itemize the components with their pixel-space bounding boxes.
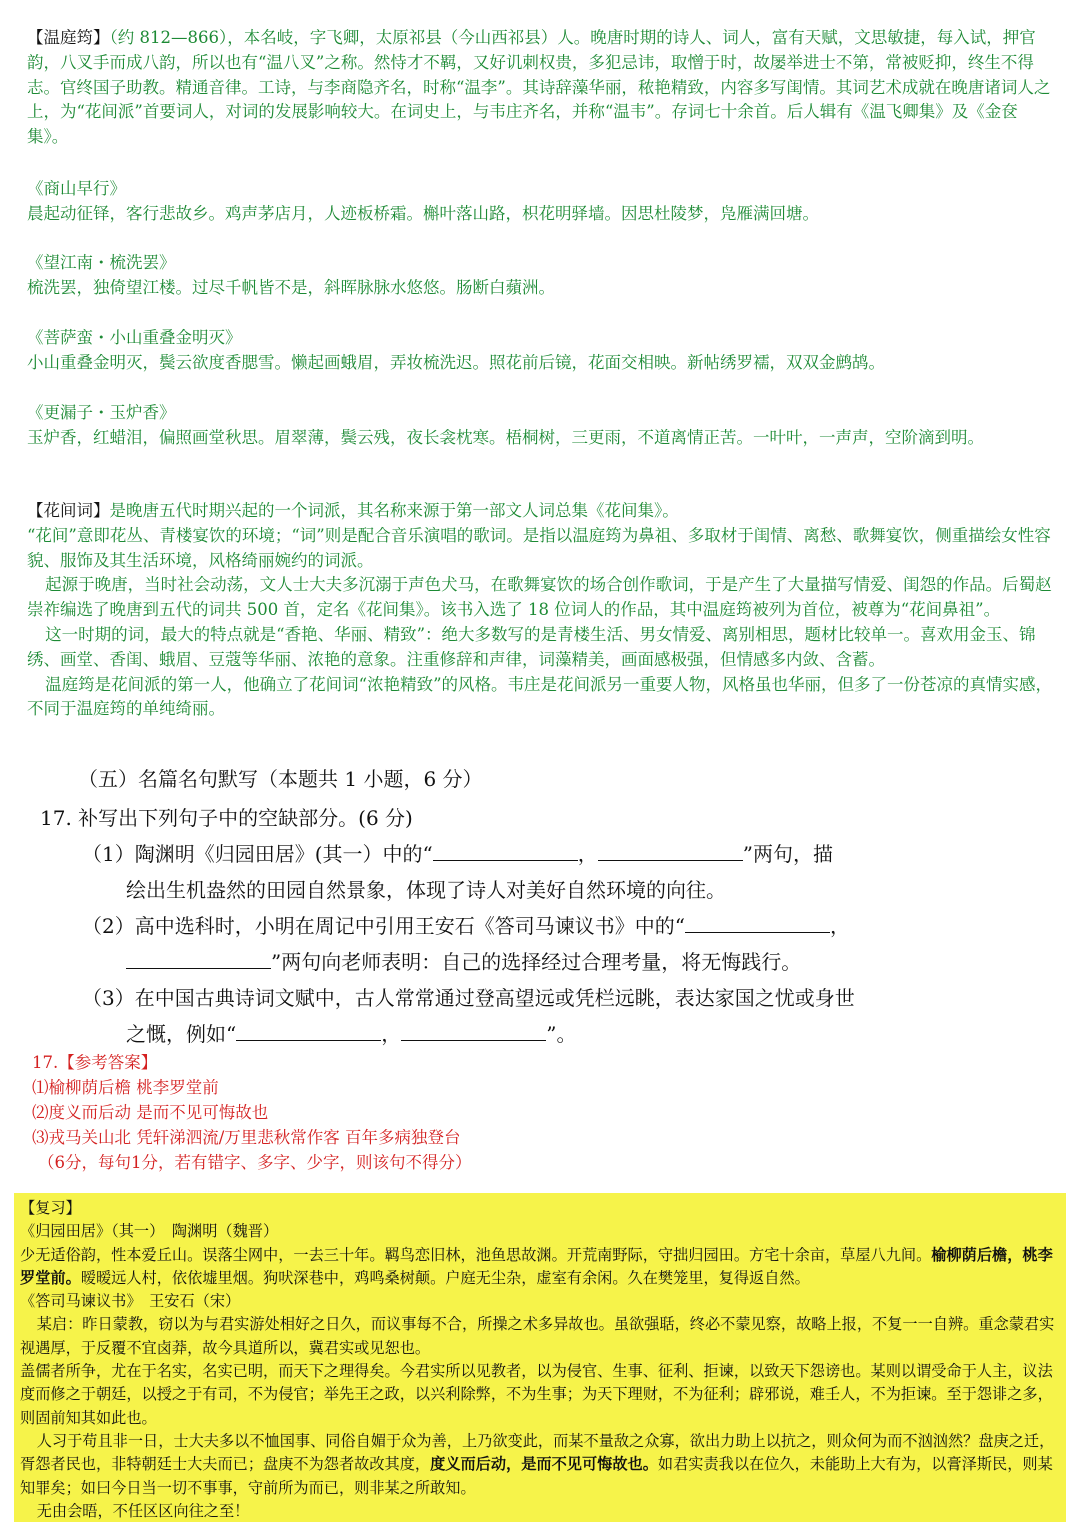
answer-title: 17.【参考答案】 (32, 1053, 158, 1072)
question-stem: 17. 补写出下列句子中的空缺部分。(6 分) (40, 806, 413, 830)
review-paragraph: 某启：昨日蒙教，窃以为与君实游处相好之日久，而议事每不合，所操之术多异故也。虽欲强聒，终必不蒙见察，故略上报，不复一一自辨。重念蒙君实视遇厚，于反覆不宜卤莽，故今具道所以，冀君实或见恕也。 (20, 1315, 1055, 1357)
poem-title: 《更漏子・玉炉香》 (27, 403, 176, 422)
review-closing: 无由会晤，不任区区向往之至！ (36, 1501, 250, 1520)
huajian-paragraph: 温庭筠是花间派的第一人，他确立了花间词“浓艳精致”的风格。韦庄是花间派另一重要人物，风格虽也华丽，但多了一份苍凉的真情实感，不同于温庭筠的单纯绮丽。 (27, 674, 1053, 719)
huajian-paragraph: 起源于晚唐，当时社会动荡，文人士大夫多沉溺于声色犬马，在歌舞宴饮的场合创作歌词，于是产生了大量描写情爱、闺怨的作品。后蜀赵崇祚编选了晚唐到五代的词共 500 首，定名《花间集》。该书入选了 18 位词人的作品，其中温庭筠被列为首位，被尊为“花间鼻祖”。 (27, 575, 1052, 620)
poem-title: 《望江南・梳洗罢》 (27, 253, 176, 272)
review-title: 《答司马谏议书》 王安石（宋） (20, 1292, 241, 1311)
text: ， (577, 842, 598, 866)
text: （2）高中选科时，小明在周记中引用王安石《答司马谏议书》中的“ (82, 914, 685, 938)
text: （1）陶渊明《归园田居》(其一）中的“ (82, 842, 433, 866)
answer-blank[interactable] (598, 840, 743, 861)
text: 之慨，例如“ (126, 1022, 237, 1046)
section-heading: （五）名篇名句默写（本题共 1 小题，6 分） (78, 767, 483, 791)
text: ， (381, 1022, 402, 1046)
text: ”两句向老师表明：自己的选择经过合理考量，将无悔践行。 (271, 950, 802, 974)
text: 人习于苟且非一日，士大夫多以不恤国事、同俗自媚于众为善，上乃欲变此，而某不量敌之众寡，欲出力助上以抗之，则众何为而不汹汹然？盘庚之迁，胥怨者民也，非特朝廷士大夫而已；盘庚不为怨者故改其度， (20, 1431, 1055, 1474)
text: 少无适俗韵，性本爱丘山。误落尘网中，一去三十年。羁鸟恋旧林，池鱼思故渊。开荒南野际，守拙归园田。方宅十余亩，草屋八九间。 (20, 1245, 932, 1264)
review-title: 《归园田居》（其一） 陶渊明（魏晋） (20, 1222, 279, 1241)
sub-question-2-cont (40, 944, 900, 980)
answer-line: ⑵度义而后动 是而不见可悔故也 (32, 1103, 269, 1122)
review-paragraph: 盖儒者所争，尤在于名实，名实已明，而天下之理得矣。今君实所以见教者，以为侵官、生事、征利、拒谏，以致天下怨谤也。某则以谓受命于人主，议法度而修之于朝廷，以授之于有司，不为侵官；举先王之政，以兴利除弊，不为生事；为天下理财，不为征利；辟邪说，难壬人，不为拒谏。至于怨诽之多，则固前知其如此也。 (20, 1362, 1053, 1427)
huajian-paragraph: “花间”意即花丛、青楼宴饮的环境；“词”则是配合音乐演唱的歌词。是指以温庭筠为鼻祖、多取材于闺情、离愁、歌舞宴饮，侧重描绘女性容貌、服饰及其生活环境，风格绮丽婉约的词派。 (27, 525, 1051, 570)
text: 暧暧远人村，依依墟里烟。狗吠深巷中，鸡鸣桑树颠。户庭无尘杂，虚室有余闲。久在樊笼里，复得返自然。 (80, 1268, 810, 1287)
sub-question-1 (40, 836, 900, 872)
sub-question-3-cont (40, 1016, 900, 1052)
huajian-label: 【花间词】 (27, 501, 110, 520)
text: ， (829, 914, 850, 938)
answer-note: （6分，每句1分，若有错字、多字、少字，则该句不得分） (38, 1153, 472, 1172)
answer-line: ⑶戎马关山北 凭轩涕泗流/万里悲秋常作客 百年多病独登台 (32, 1128, 461, 1147)
text: ”。 (546, 1022, 577, 1046)
poem-genglouzi (27, 401, 1057, 451)
sub-question-1-cont: 绘出生机盎然的田园自然景象，体现了诗人对美好自然环境的向往。 (126, 878, 726, 902)
poem-body: 晨起动征铎，客行悲故乡。鸡声茅店月，人迹板桥霜。槲叶落山路，枳花明驿墙。因思杜陵梦，凫雁满回塘。 (27, 203, 819, 223)
huajian-intro: 是晚唐五代时期兴起的一个词派，其名称来源于第一部文人词总集《花间集》。 (109, 501, 679, 520)
review-box (14, 1193, 1066, 1522)
question-17 (40, 800, 900, 1052)
answer-blank[interactable] (236, 1020, 381, 1041)
poem-body: 玉炉香，红蜡泪，偏照画堂秋思。眉翠薄，鬓云残，夜长衾枕寒。梧桐树，三更雨，不道离情正苦。一叶叶，一声声，空阶滴到明。 (27, 427, 984, 447)
poem-title: 《菩萨蛮・小山重叠金明灭》 (27, 328, 242, 347)
sub-question-2 (40, 908, 900, 944)
poem-shangshan-zaoxing (27, 177, 1057, 227)
answer-blank[interactable] (433, 840, 578, 861)
poem-wangjiangnan (27, 251, 1057, 301)
poem-body: 梳洗罢，独倚望江楼。过尽千帆皆不是，斜晖脉脉水悠悠。肠断白蘋洲。 (27, 277, 555, 297)
text: 如君实责我以在位久，未能助上大有为，以膏泽斯民，则某知罪矣；如曰今日当一切不事事，守前所为而已，则非某之所敢知。 (20, 1455, 1053, 1497)
review-label: 【复习】 (20, 1199, 81, 1217)
answer-blank[interactable] (401, 1020, 546, 1041)
bio-text: （约 812—866），本名岐，字飞卿，太原祁县（今山西祁县）人。晚唐时期的诗人、词人，富有天赋，文思敏捷，每入试，押官韵，八叉手而成八韵，所以也有“温八叉”之称。然恃才不羁，又好讥刺权贵，多犯忌讳，取憎于时，故屡举进士不第，常被贬抑，终生不得志。官终国子助教。精通音律。工诗，与李商隐齐名，时称“温李”。其诗辞藻华丽，秾艳精致，内容多写闺情。其词艺术成就在晚唐诸词人之上，为“花间派”首要词人，对词的发展影响较大。在词史上，与韦庄齐名，并称“温韦”。存词七十余首。后人辑有《温飞卿集》及《金奁集》。 (27, 28, 1051, 147)
wen-tingyun-bio (27, 26, 1057, 150)
poem-pusaman (27, 326, 1057, 376)
review-paragraph (20, 1244, 1060, 1291)
huajian-paragraph: 这一时期的词，最大的特点就是“香艳、华丽、精致”：绝大多数写的是青楼生活、男女情爱、离别相思，题材比较单一。喜欢用金玉、锦绣、画堂、香闺、蛾眉、豆蔻等华丽、浓艳的意象。注重修辞和声律，词藻精美，画面感极强，但情感多内敛、含蓄。 (27, 624, 1036, 669)
sub-question-3: （3）在中国古典诗词文赋中，古人常常通过登高望远或凭栏远眺，表达家国之忧或身世 (82, 986, 855, 1010)
answer-blank[interactable] (685, 912, 830, 933)
highlight-text: 榆柳荫后檐，桃李罗堂前。 (20, 1245, 1053, 1287)
text: ”两句，描 (742, 842, 833, 866)
answer-line: ⑴榆柳荫后檐 桃李罗堂前 (32, 1078, 219, 1097)
bio-label: 【温庭筠】 (27, 28, 110, 47)
answer-blank[interactable] (126, 948, 271, 969)
poem-title: 《商山早行》 (27, 179, 126, 198)
reference-answer (32, 1050, 732, 1175)
poem-body: 小山重叠金明灭，鬓云欲度香腮雪。懒起画蛾眉，弄妆梳洗迟。照花前后镜，花面交相映。新帖绣罗襦，双双金鹧鸪。 (27, 352, 885, 372)
review-paragraph (20, 1430, 1060, 1500)
huajian-section (27, 499, 1057, 722)
highlight-text: 度义而后动，是而不见可悔故也。 (430, 1455, 658, 1474)
